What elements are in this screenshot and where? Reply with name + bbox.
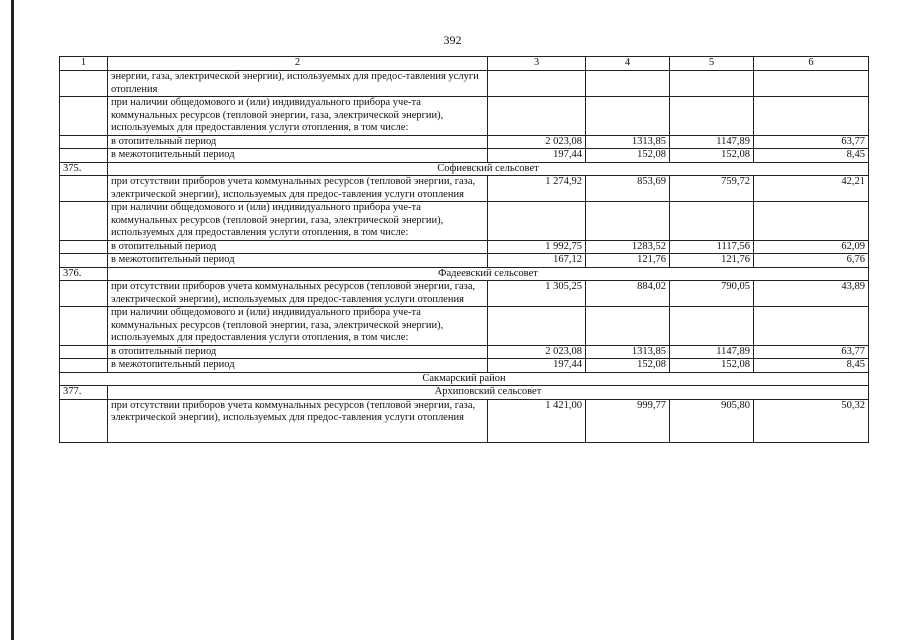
column-header-row [60,57,869,71]
description-cell: энергии, газа, электрической энергии), используемых для предос-тавления услуги отопления [108,71,488,97]
column-header: 6 [754,57,869,71]
value-cell: 1147,89 [670,135,754,149]
table-row [60,71,869,97]
value-cell [670,71,754,97]
value-cell [670,97,754,136]
value-cell [586,97,670,136]
description-cell: в отопительный период [108,345,488,359]
section-title: Софиевский сельсовет [108,162,869,176]
value-cell: 999,77 [586,399,670,442]
value-cell [754,71,869,97]
value-cell: 152,08 [670,359,754,373]
description-cell: в межотопительный период [108,149,488,163]
value-cell: 2 023,08 [488,135,586,149]
value-cell: 8,45 [754,149,869,163]
index-cell [60,71,108,97]
description-cell: при отсутствии приборов учета коммунальных ресурсов (тепловой энергии, газа, электрической энергии), используемых для предос-тавления услуги отопления [108,176,488,202]
section-index: 375. [60,162,108,176]
description-cell: в межотопительный период [108,254,488,268]
value-cell [754,202,869,241]
value-cell [488,307,586,346]
index-cell [60,254,108,268]
value-cell: 1313,85 [586,135,670,149]
table-row [60,254,869,268]
section-row [60,267,869,281]
index-cell [60,307,108,346]
description-cell: при наличии общедомового и (или) индивидуального прибора уче-та коммунальных ресурсов (тепловой энергии, газа, электрической энергии), используемых для предоставления услуги отопления, в том числе: [108,307,488,346]
description-cell: в отопительный период [108,240,488,254]
value-cell: 1 421,00 [488,399,586,442]
index-cell [60,202,108,241]
section-index: 377. [60,386,108,400]
value-cell [586,307,670,346]
table-row [60,97,869,136]
description-cell: в отопительный период [108,135,488,149]
table-row [60,399,869,442]
value-cell: 197,44 [488,149,586,163]
value-cell: 884,02 [586,281,670,307]
section-index: 376. [60,267,108,281]
value-cell [586,71,670,97]
district-row [60,372,869,386]
district-title: Сакмарский район [60,372,869,386]
index-cell [60,399,108,442]
value-cell: 152,08 [586,149,670,163]
section-row [60,386,869,400]
value-cell [488,202,586,241]
description-cell: при наличии общедомового и (или) индивидуального прибора уче-та коммунальных ресурсов (тепловой энергии, газа, электрической энергии), используемых для предоставления услуги отопления, в том числе: [108,202,488,241]
value-cell: 121,76 [670,254,754,268]
table-row [60,345,869,359]
column-header: 3 [488,57,586,71]
index-cell [60,176,108,202]
description-cell: при отсутствии приборов учета коммунальных ресурсов (тепловой энергии, газа, электрической энергии), используемых для предос-тавления услуги отопления [108,281,488,307]
table-body [60,71,869,443]
description-cell: в межотопительный период [108,359,488,373]
value-cell: 2 023,08 [488,345,586,359]
tariff-table [59,56,869,443]
value-cell [670,202,754,241]
table-row [60,135,869,149]
value-cell: 167,12 [488,254,586,268]
value-cell [754,307,869,346]
column-header: 5 [670,57,754,71]
table-row [60,176,869,202]
index-cell [60,359,108,373]
value-cell: 1 274,92 [488,176,586,202]
value-cell: 152,08 [586,359,670,373]
value-cell: 63,77 [754,345,869,359]
value-cell: 1313,85 [586,345,670,359]
index-cell [60,149,108,163]
column-header: 4 [586,57,670,71]
value-cell [488,71,586,97]
table-row [60,281,869,307]
value-cell: 42,21 [754,176,869,202]
table-row [60,240,869,254]
index-cell [60,281,108,307]
value-cell: 6,76 [754,254,869,268]
value-cell [670,307,754,346]
page-edge-line [11,0,14,640]
value-cell [754,97,869,136]
table-row [60,359,869,373]
value-cell: 8,45 [754,359,869,373]
table-row [60,202,869,241]
value-cell: 905,80 [670,399,754,442]
section-title: Фадеевский сельсовет [108,267,869,281]
index-cell [60,240,108,254]
value-cell: 152,08 [670,149,754,163]
index-cell [60,135,108,149]
value-cell: 1147,89 [670,345,754,359]
value-cell: 50,32 [754,399,869,442]
section-title: Архиповский сельсовет [108,386,869,400]
table-row [60,307,869,346]
value-cell: 1 992,75 [488,240,586,254]
section-row [60,162,869,176]
value-cell: 1 305,25 [488,281,586,307]
value-cell: 759,72 [670,176,754,202]
value-cell: 790,05 [670,281,754,307]
description-cell: при наличии общедомового и (или) индивидуального прибора уче-та коммунальных ресурсов (тепловой энергии, газа, электрической энергии), используемых для предоставления услуги отопления, в том числе: [108,97,488,136]
column-header: 1 [60,57,108,71]
value-cell [586,202,670,241]
value-cell [488,97,586,136]
value-cell: 63,77 [754,135,869,149]
column-header: 2 [108,57,488,71]
value-cell: 62,09 [754,240,869,254]
value-cell: 121,76 [586,254,670,268]
description-cell: при отсутствии приборов учета коммунальных ресурсов (тепловой энергии, газа, электрической энергии), используемых для предос-тавления услуги отопления [108,399,488,442]
value-cell: 1117,56 [670,240,754,254]
value-cell: 1283,52 [586,240,670,254]
value-cell: 853,69 [586,176,670,202]
table-row [60,149,869,163]
page-number: 392 [443,33,462,47]
index-cell [60,97,108,136]
index-cell [60,345,108,359]
value-cell: 43,89 [754,281,869,307]
value-cell: 197,44 [488,359,586,373]
